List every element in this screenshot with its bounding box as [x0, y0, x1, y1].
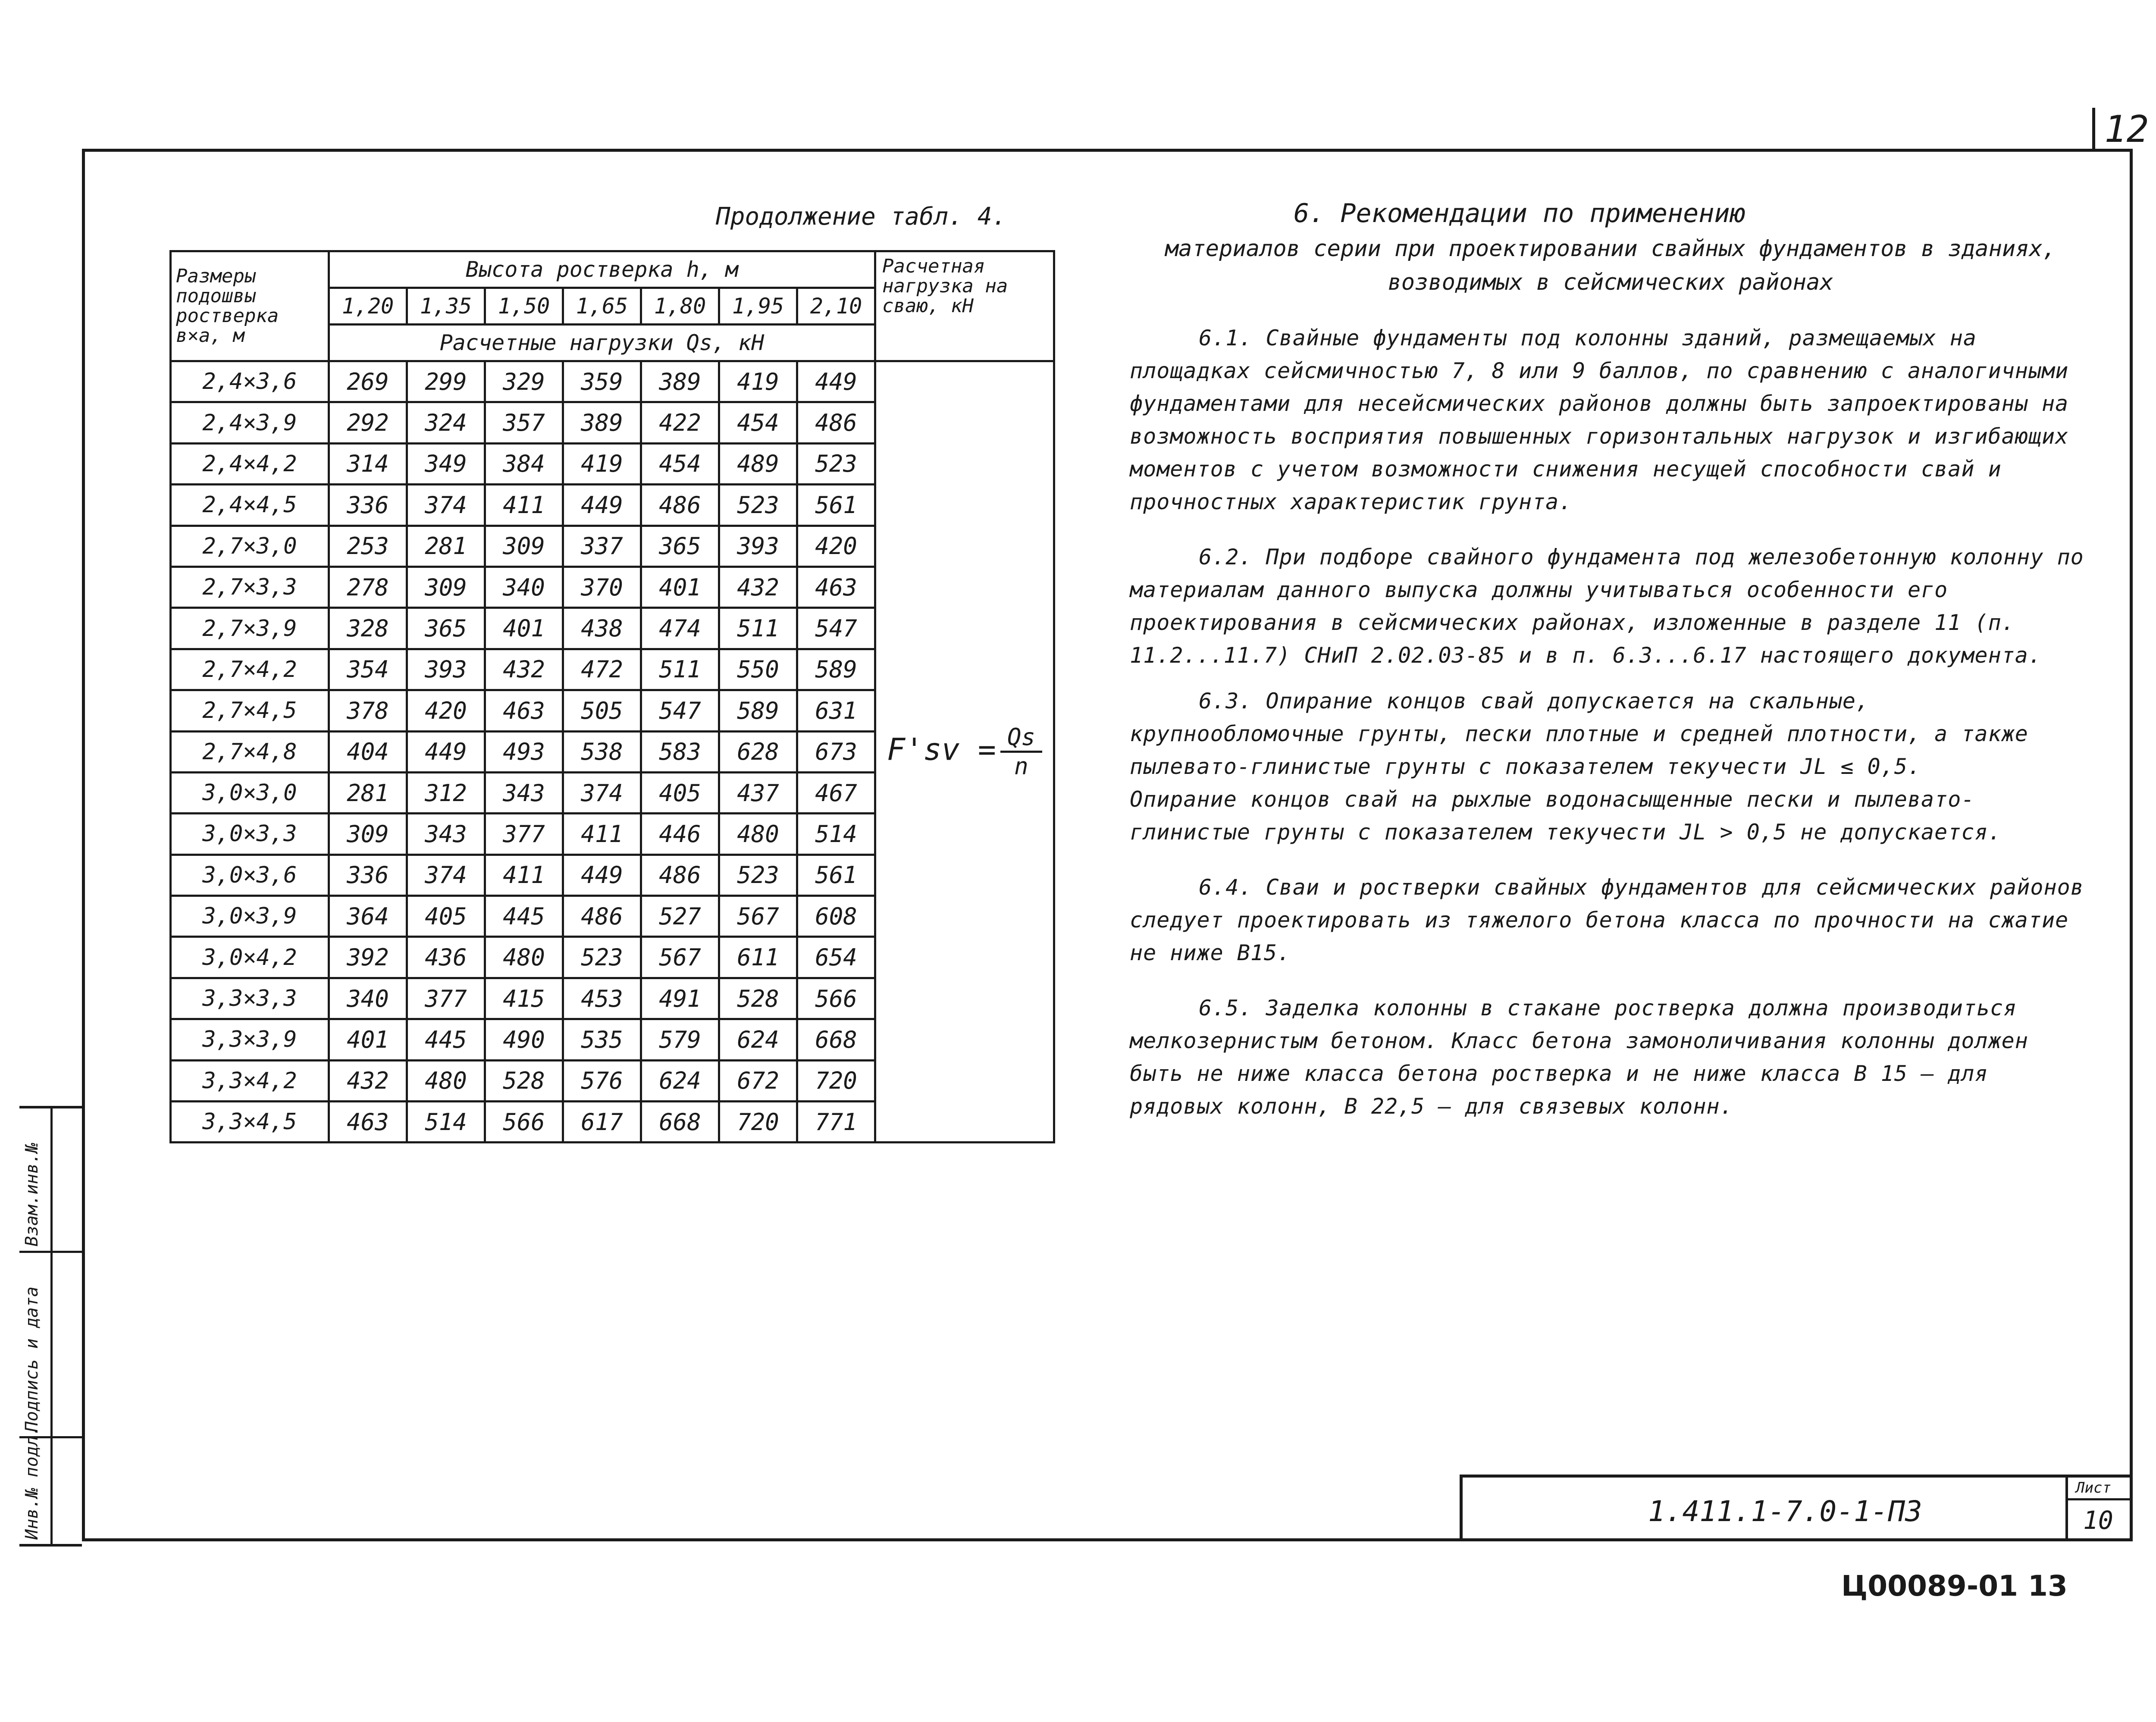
paragraph-6-4: 6.4. Сваи и ростверки свайных фундаментов для сейсмических районов следует проектировать из тяжелого бетона класса по прочности на сжатие не ниже В15.	[1130, 875, 2084, 965]
height-value: 1,50	[485, 288, 563, 325]
load-value: 357	[485, 402, 563, 443]
load-value: 490	[485, 1019, 563, 1060]
formula-numerator: Qs	[1000, 723, 1042, 753]
load-value: 389	[641, 361, 719, 402]
paragraph-6-3-cont: Опирание концов свай на рыхлые водонасыщенные пески и пылевато-глинистые грунты с показателем текучести JL > 0,5 не допускается.	[1130, 787, 2002, 845]
row-size: 3,3×3,3	[171, 978, 329, 1019]
load-value: 393	[407, 649, 485, 690]
formula-fraction	[1000, 723, 1042, 780]
load-value: 401	[641, 567, 719, 607]
load-value: 449	[797, 361, 875, 402]
load-value: 624	[719, 1019, 797, 1060]
load-value: 528	[719, 978, 797, 1019]
height-value: 1,65	[563, 288, 641, 325]
load-value: 349	[407, 443, 485, 484]
load-value: 432	[719, 567, 797, 607]
load-value: 547	[641, 690, 719, 731]
sheet-label: Лист	[2076, 1479, 2111, 1497]
load-value: 547	[797, 608, 875, 649]
row-size: 3,0×4,2	[171, 937, 329, 978]
load-value: 393	[719, 526, 797, 567]
load-value: 384	[485, 443, 563, 484]
formula-lhs: F'sv =	[887, 732, 996, 767]
load-value: 453	[563, 978, 641, 1019]
load-value: 299	[407, 361, 485, 402]
row-size: 2,4×4,5	[171, 485, 329, 526]
load-value: 624	[641, 1060, 719, 1101]
load-value: 343	[485, 772, 563, 813]
load-value: 419	[563, 443, 641, 484]
load-value: 378	[329, 690, 407, 731]
load-value: 405	[407, 896, 485, 937]
row-size: 2,7×3,3	[171, 567, 329, 607]
load-value: 374	[563, 772, 641, 813]
load-value: 446	[641, 814, 719, 855]
load-value: 480	[719, 814, 797, 855]
load-value: 309	[407, 567, 485, 607]
design-load-formula	[875, 361, 1054, 1143]
load-value: 631	[797, 690, 875, 731]
load-value: 491	[641, 978, 719, 1019]
load-value: 589	[719, 690, 797, 731]
row-size: 3,0×3,0	[171, 772, 329, 813]
load-value: 579	[641, 1019, 719, 1060]
load-value: 278	[329, 567, 407, 607]
load-value: 411	[485, 855, 563, 895]
row-size: 3,0×3,9	[171, 896, 329, 937]
load-value: 411	[485, 485, 563, 526]
load-value: 449	[407, 731, 485, 772]
load-value: 576	[563, 1060, 641, 1101]
height-value: 1,80	[641, 288, 719, 325]
load-value: 328	[329, 608, 407, 649]
sheet-box	[2065, 1478, 2133, 1541]
paragraph-6-3: 6.3. Опирание концов свай допускается на скальные, крупнообломочные грунты, пески плотные и средней плотности, а также пылевато-глинистые грунты с показателем текучести JL ≤ 0,5.	[1130, 689, 2028, 779]
corner-tick	[2092, 108, 2095, 151]
load-value: 486	[641, 485, 719, 526]
load-value: 281	[407, 526, 485, 567]
height-value: 2,10	[797, 288, 875, 325]
load-value: 309	[485, 526, 563, 567]
load-value: 445	[407, 1019, 485, 1060]
load-value: 535	[563, 1019, 641, 1060]
load-value: 438	[563, 608, 641, 649]
load-value: 454	[719, 402, 797, 443]
stamp-label-replace: Взам.инв.№	[22, 1143, 42, 1246]
row-size: 2,7×4,2	[171, 649, 329, 690]
load-value: 309	[329, 814, 407, 855]
load-value: 312	[407, 772, 485, 813]
load-value: 583	[641, 731, 719, 772]
load-value: 467	[797, 772, 875, 813]
load-value: 486	[797, 402, 875, 443]
load-value: 449	[563, 485, 641, 526]
header-size-col: Размеры подошвы ростверка в×а, м	[171, 251, 329, 361]
load-value: 771	[797, 1102, 875, 1143]
load-value: 314	[329, 443, 407, 484]
load-value: 514	[797, 814, 875, 855]
row-size: 3,3×4,2	[171, 1060, 329, 1101]
load-value: 436	[407, 937, 485, 978]
load-value: 472	[563, 649, 641, 690]
load-value: 365	[407, 608, 485, 649]
height-value: 1,20	[329, 288, 407, 325]
load-value: 463	[797, 567, 875, 607]
load-value: 281	[329, 772, 407, 813]
table-body	[171, 361, 1054, 1143]
load-value: 415	[485, 978, 563, 1019]
stamp-label-inv: Инв.№ подл.	[22, 1425, 42, 1540]
row-size: 2,4×3,9	[171, 402, 329, 443]
load-value: 463	[329, 1102, 407, 1143]
height-value: 1,95	[719, 288, 797, 325]
load-value: 538	[563, 731, 641, 772]
load-value: 336	[329, 485, 407, 526]
row-size: 3,0×3,6	[171, 855, 329, 895]
load-value: 374	[407, 485, 485, 526]
load-value: 354	[329, 649, 407, 690]
load-value: 405	[641, 772, 719, 813]
load-value: 523	[719, 855, 797, 895]
load-value: 720	[719, 1102, 797, 1143]
side-stamp	[19, 1106, 82, 1547]
row-size: 2,7×4,5	[171, 690, 329, 731]
load-value: 389	[563, 402, 641, 443]
load-value: 523	[719, 485, 797, 526]
load-value: 511	[719, 608, 797, 649]
load-value: 668	[797, 1019, 875, 1060]
load-value: 550	[719, 649, 797, 690]
load-value: 401	[485, 608, 563, 649]
stamp-label-signature: Подпись и дата	[22, 1286, 42, 1432]
row-size: 2,7×3,9	[171, 608, 329, 649]
paragraph-6-2: 6.2. При подборе свайного фундамента под железобетонную колонну по материалам данного выпуска должны учитываться особенности его проектирования в сейсмических районах, изложенные в разделе 11 (п. 11.2...11.7) СНиП 2.02.03-85 и в п. 6.3...6.17 настоящего документа.	[1130, 545, 2084, 668]
load-value: 611	[719, 937, 797, 978]
formula-denominator: n	[1014, 753, 1028, 780]
load-value: 374	[407, 855, 485, 895]
load-value: 505	[563, 690, 641, 731]
load-value: 336	[329, 855, 407, 895]
load-value: 668	[641, 1102, 719, 1143]
load-value: 337	[563, 526, 641, 567]
title-block	[1460, 1475, 2133, 1541]
row-size: 3,0×3,3	[171, 814, 329, 855]
load-value: 449	[563, 855, 641, 895]
load-value: 359	[563, 361, 641, 402]
header-design-col: Расчетная нагрузка на сваю, кН	[875, 251, 1054, 361]
load-value: 474	[641, 608, 719, 649]
load-value: 340	[485, 567, 563, 607]
load-value: 392	[329, 937, 407, 978]
load-value: 567	[641, 937, 719, 978]
load-value: 420	[407, 690, 485, 731]
height-value: 1,35	[407, 288, 485, 325]
load-value: 377	[485, 814, 563, 855]
load-value: 486	[563, 896, 641, 937]
load-value: 422	[641, 402, 719, 443]
load-value: 589	[797, 649, 875, 690]
load-value: 463	[485, 690, 563, 731]
load-value: 343	[407, 814, 485, 855]
row-size: 3,3×4,5	[171, 1102, 329, 1143]
load-value: 523	[797, 443, 875, 484]
row-size: 3,3×3,9	[171, 1019, 329, 1060]
load-value: 253	[329, 526, 407, 567]
sheet-number: 10	[2083, 1506, 2113, 1535]
load-value: 654	[797, 937, 875, 978]
section-heading: 6. Рекомендации по применению	[1294, 198, 1745, 229]
archive-code: Ц00089-01 13	[1841, 1569, 2068, 1603]
load-value: 437	[719, 772, 797, 813]
row-size: 2,4×4,2	[171, 443, 329, 484]
load-value: 720	[797, 1060, 875, 1101]
load-value: 401	[329, 1019, 407, 1060]
load-value: 432	[485, 649, 563, 690]
load-value: 608	[797, 896, 875, 937]
row-size: 2,4×3,6	[171, 361, 329, 402]
load-value: 404	[329, 731, 407, 772]
load-value: 523	[563, 937, 641, 978]
load-value: 269	[329, 361, 407, 402]
load-value: 480	[485, 937, 563, 978]
header-loads-group: Расчетные нагрузки Qs, кН	[329, 325, 875, 361]
load-value: 672	[719, 1060, 797, 1101]
load-value: 340	[329, 978, 407, 1019]
load-value: 628	[719, 731, 797, 772]
corner-page-number: 12	[2104, 108, 2149, 151]
section-text	[1130, 198, 2091, 1123]
load-value: 364	[329, 896, 407, 937]
row-size: 2,7×4,8	[171, 731, 329, 772]
load-value: 493	[485, 731, 563, 772]
load-value: 561	[797, 485, 875, 526]
load-value: 419	[719, 361, 797, 402]
load-value: 370	[563, 567, 641, 607]
load-value: 566	[797, 978, 875, 1019]
load-value: 432	[329, 1060, 407, 1101]
load-value: 480	[407, 1060, 485, 1101]
paragraph-6-1: 6.1. Свайные фундаменты под колонны зданий, размещаемых на площадках сейсмичностью 7, 8 или 9 баллов, по сравнению с аналогичными фундаментами для несейсмических районов должны быть запроектированы на возможность восприятия повышенных горизонтальных нагрузок и изгибающих моментов с учетом возможности снижения несущей способности свай и прочностных характеристик грунта.	[1130, 326, 2069, 514]
load-value: 420	[797, 526, 875, 567]
table-caption: Продолжение табл. 4.	[716, 203, 1007, 231]
table-row	[171, 361, 1054, 402]
load-value: 514	[407, 1102, 485, 1143]
load-value: 617	[563, 1102, 641, 1143]
load-value: 324	[407, 402, 485, 443]
section-subheading: материалов серии при проектировании свайных фундаментов в зданиях, возводимых в сейсмических районах	[1165, 236, 2056, 295]
load-value: 528	[485, 1060, 563, 1101]
load-value: 377	[407, 978, 485, 1019]
load-value: 411	[563, 814, 641, 855]
row-size: 2,7×3,0	[171, 526, 329, 567]
paragraph-6-5: 6.5. Заделка колонны в стакане ростверка должна производиться мелкозернистым бетоном. Класс бетона замоноличивания колонны должен быть не ниже класса бетона ростверка и не ниже класса В 15 — для рядовых колонн, В 22,5 — для связевых колонн.	[1130, 996, 2028, 1119]
load-value: 561	[797, 855, 875, 895]
header-height-group: Высота ростверка h, м	[329, 251, 875, 288]
load-value: 673	[797, 731, 875, 772]
load-value: 527	[641, 896, 719, 937]
load-value: 567	[719, 896, 797, 937]
load-value: 365	[641, 526, 719, 567]
loads-table	[169, 250, 1055, 1143]
load-value: 292	[329, 402, 407, 443]
load-value: 489	[719, 443, 797, 484]
load-value: 566	[485, 1102, 563, 1143]
load-value: 445	[485, 896, 563, 937]
document-code: 1.411.1-7.0-1-ПЗ	[1648, 1495, 1922, 1528]
load-value: 511	[641, 649, 719, 690]
load-value: 454	[641, 443, 719, 484]
load-value: 486	[641, 855, 719, 895]
load-value: 329	[485, 361, 563, 402]
